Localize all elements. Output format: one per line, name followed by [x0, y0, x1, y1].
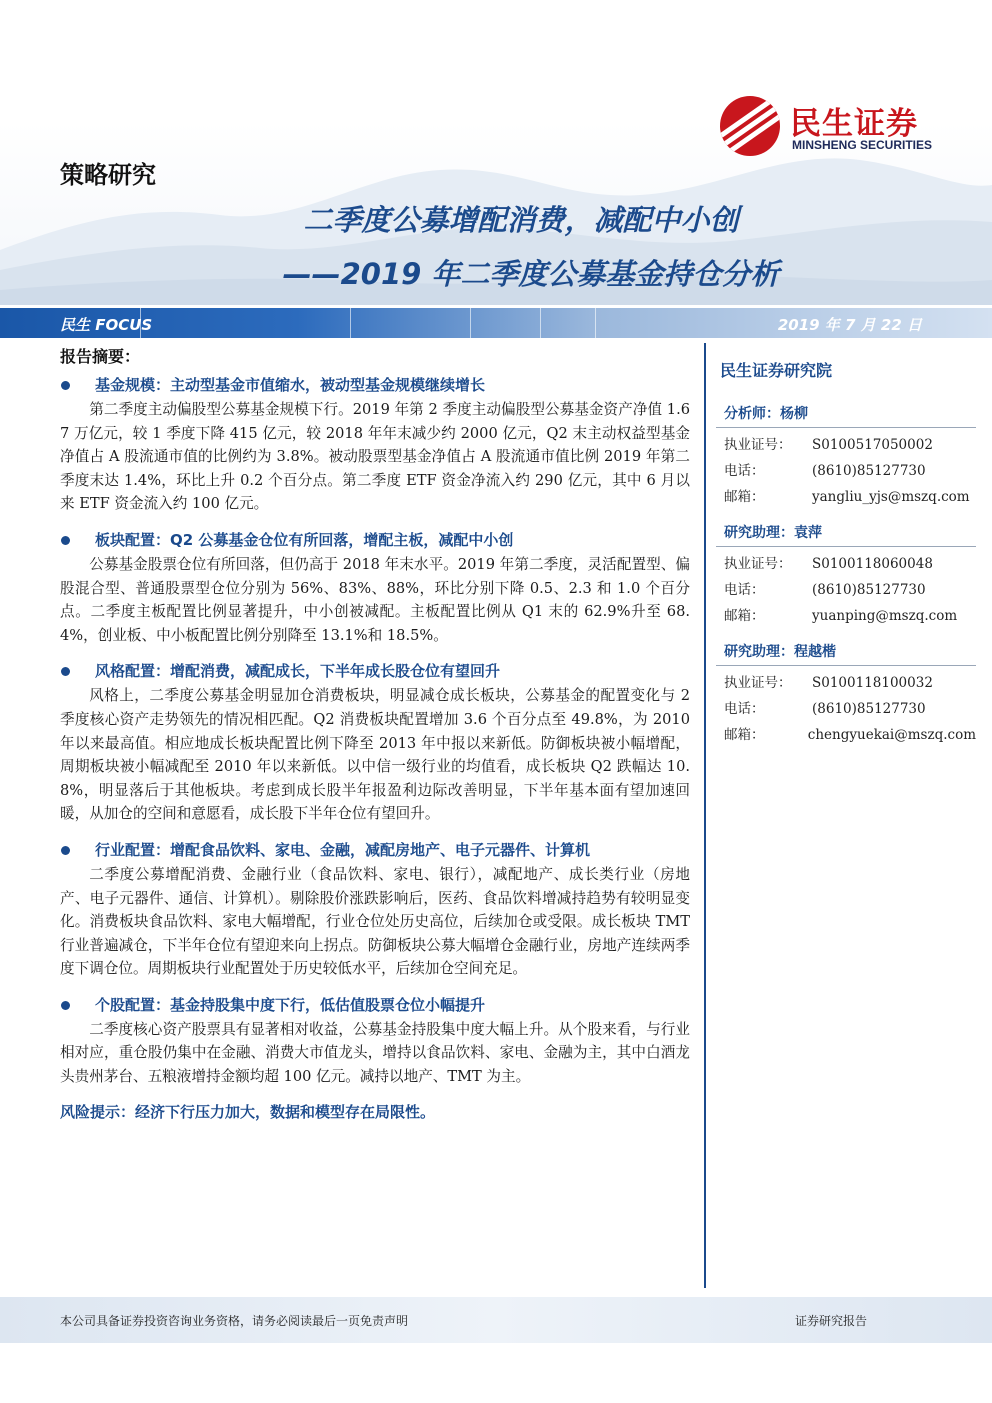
- info-band: [0, 308, 992, 338]
- bullet-icon: [61, 1001, 70, 1010]
- report-category: 策略研究: [60, 161, 156, 189]
- brand-name-cn: 民生证券: [790, 106, 918, 142]
- cert-number: S0100517050002: [812, 437, 933, 453]
- section-body: 二季度核心资产股票具有显著相对收益，公募基金持股集中度大幅上升。从个股来看，与行业相对应，重仓股仍集中在金融、消费大市值龙头，增持以食品饮料、家电、金融为主，其中白酒龙头贵州茅台、五粮液增持金额均超 100 亿元。减持以地产、TMT 为主。: [60, 1020, 690, 1086]
- section-heading: 个股配置：基金持股集中度下行，低估值股票仓位小幅提升: [95, 995, 486, 1014]
- cert-label: 执业证号：: [724, 437, 792, 453]
- analyst-name: 分析师：杨柳: [716, 399, 976, 428]
- email-label: 邮箱：: [724, 489, 765, 505]
- section-sector-allocation: [60, 528, 690, 647]
- email-link[interactable]: chengyuekai@mszq.com: [807, 727, 976, 743]
- email-link[interactable]: yuanping@mszq.com: [812, 608, 958, 624]
- bullet-icon: [61, 846, 70, 855]
- section-body: 二季度公募增配消费、金融行业（食品饮料、家电、银行），减配地产、成长类行业（房地产、电子元器件、通信、计算机）。剔除股价涨跌影响后，医药、食品饮料增减持趋势有较明显变化。消费板块食品饮料、家电大幅增配，行业仓位处历史高位，后续加仓或受限。成长板块 TMT 行业普遍减仓，下半年仓位有望迎来向上拐点。防御板块公募大幅增仓金融行业，房地产连续两季度下调仓位。周期板块行业配置处于历史较低水平，后续加仓空间充足。: [60, 865, 690, 978]
- phone-label: 电话：: [724, 463, 765, 479]
- section-heading: 板块配置：Q2 公募基金仓位有所回落，增配主板，减配中小创: [95, 530, 514, 549]
- section-style-allocation: [60, 659, 690, 826]
- section-body: 公募基金股票仓位有所回落，但仍高于 2018 年末水平。2019 年第二季度，灵活配置型、偏股混合型、普通股票型仓位分别为 56%、83%、88%，环比分别下降 0.5、2.3 和 1.0 个百分点。二季度主板配置比例显著提升，中小创被减配。主板配置比例从 Q1 末的 62.9%升至 68.4%，创业板、中小板配置比例分别降至 13.1%和 18.5%。: [60, 555, 690, 644]
- phone-number: (8610)85127730: [812, 701, 926, 717]
- email-link[interactable]: yangliu_yjs@mszq.com: [812, 489, 970, 505]
- report-subtitle: ——2019 年二季度公募基金持仓分析: [282, 257, 780, 291]
- analyst-name: 研究助理：程越楷: [716, 637, 976, 666]
- section-body: 第二季度主动偏股型公募基金规模下行。2019 年第 2 季度主动偏股型公募基金资产净值 1.67 万亿元，较 1 季度下降 415 亿元，较 2018 年年末减少约 2000 亿元，Q2 末主动权益型基金净值占 A 股流通市值的比例约为 3.8%。被动股票型基金净值占 A 股流通市值比例 2019 年第二季度末达 1.4%，环比上升 0.2 个百分点。第二季度 ETF 资金净流入约 290 亿元，其中 6 月以来 ETF 资金流入约 100 亿元。: [60, 401, 690, 513]
- series-label: 民生 FOCUS: [60, 316, 153, 334]
- report-date: 2019 年 7 月 22 日: [777, 316, 922, 334]
- cert-number: S0100118100032: [812, 675, 933, 691]
- risk-warning: 风险提示：经济下行压力加大，数据和模型存在局限性。: [60, 1102, 436, 1121]
- report-title: 二季度公募增配消费，减配中小创: [303, 203, 739, 237]
- section-body: 风格上，二季度公募基金明显加仓消费板块，明显减仓成长板块，公募基金的配置变化与 2 季度核心资产走势领先的情况相匹配。Q2 消费板块配置增加 3.6 个百分点至 49.8%，为 2010 年以来最高值。相应地成长板块配置比例下降至 2013 年中报以来新低。防御板块被小幅增配，周期板块被小幅减配至 2010 年以来新低。以中信一级行业的均值看，成长板块 Q2 跌幅达 10.8%，明显落后于其他板块。考虑到成长股半年报盈利边际改善明显，下半年基本面有望加速回暖，从加仓的空间和意愿看，成长股下半年仓位有望回升。: [60, 687, 690, 823]
- phone-label: 电话：: [724, 701, 765, 717]
- section-heading: 风格配置：增配消费，减配成长，下半年成长股仓位有望回升: [95, 662, 501, 681]
- analyst-card: [716, 399, 976, 510]
- bullet-icon: [61, 667, 70, 676]
- page-footer: [0, 1297, 992, 1343]
- section-heading: 行业配置：增配食品饮料、家电、金融，减配房地产、电子元器件、计算机: [95, 840, 591, 859]
- abstract-heading: 报告摘要：: [60, 347, 141, 366]
- analyst-card: [716, 637, 976, 748]
- phone-number: (8610)85127730: [812, 582, 926, 598]
- header-background: [0, 0, 992, 305]
- footer-label: 证券研究报告: [794, 1314, 867, 1328]
- cert-label: 执业证号：: [724, 675, 792, 691]
- cert-label: 执业证号：: [724, 556, 792, 572]
- section-industry-allocation: [60, 838, 690, 981]
- analyst-name: 研究助理：袁萍: [716, 518, 976, 547]
- abstract-column: [60, 344, 690, 1122]
- institute-name: 民生证券研究院: [720, 361, 833, 380]
- phone-number: (8610)85127730: [812, 463, 926, 479]
- bullet-icon: [61, 381, 70, 390]
- section-heading: 基金规模：主动型基金市值缩水，被动型基金规模继续增长: [95, 376, 486, 394]
- email-label: 邮箱：: [724, 727, 765, 743]
- brand-logo: [720, 96, 960, 156]
- bullet-icon: [61, 536, 70, 545]
- email-label: 邮箱：: [724, 608, 765, 624]
- section-stock-allocation: [60, 993, 690, 1089]
- column-divider: [704, 343, 706, 1288]
- analyst-card: [716, 518, 976, 629]
- analyst-sidebar: [716, 358, 976, 756]
- brand-name-en: MINSHENG SECURITIES: [792, 138, 933, 152]
- section-fund-size: [60, 373, 690, 516]
- logo-mark-icon: [720, 96, 780, 156]
- footer-disclaimer: 本公司具备证券投资咨询业务资格，请务必阅读最后一页免责声明: [60, 1314, 409, 1328]
- phone-label: 电话：: [724, 582, 765, 598]
- cert-number: S0100118060048: [812, 556, 933, 572]
